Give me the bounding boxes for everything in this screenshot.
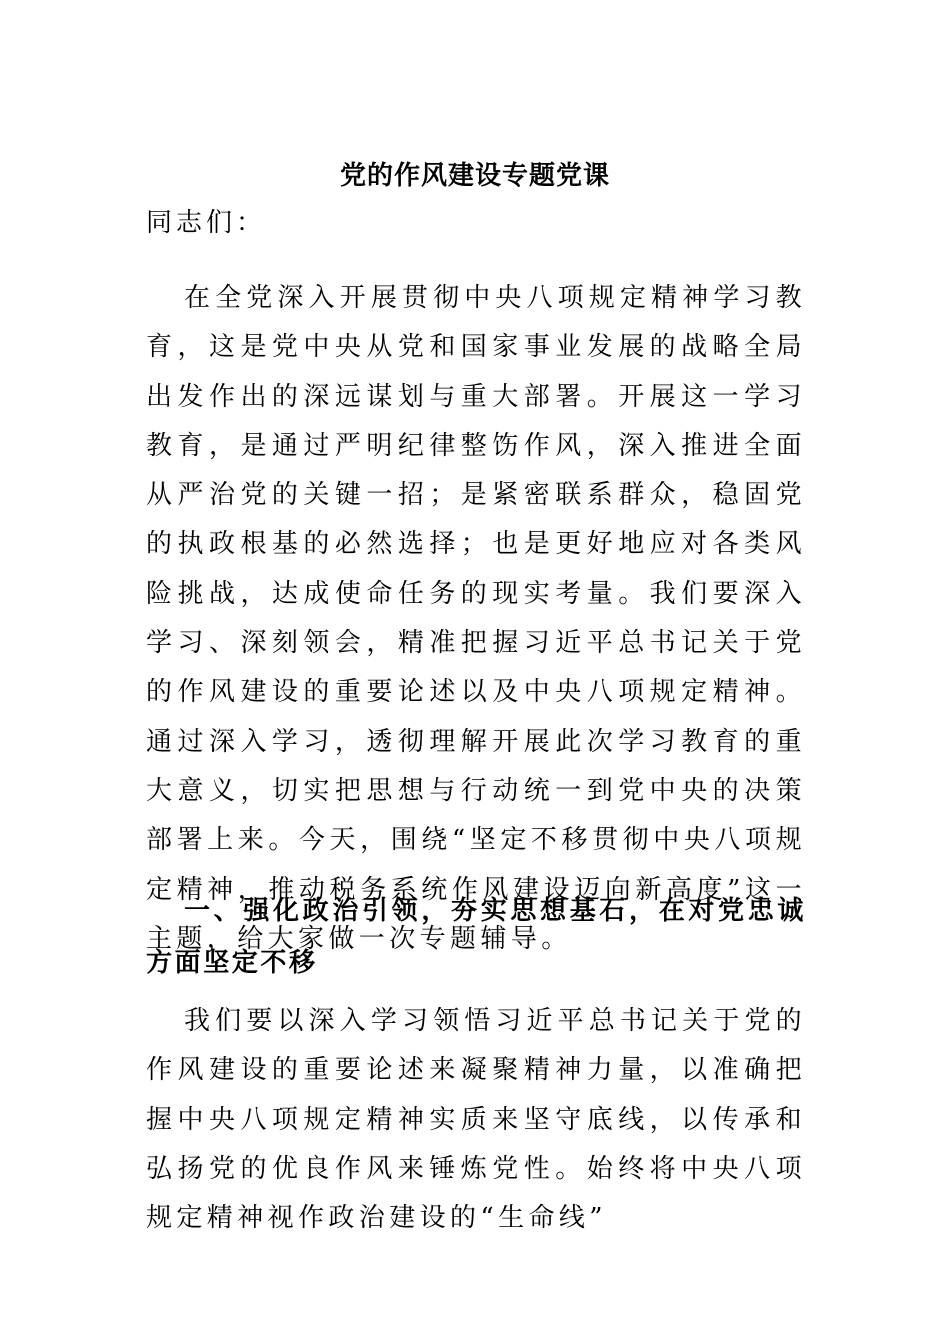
paragraph-intro: 在全党深入开展贯彻中央八项规定精神学习教育，这是党中央从党和国家事业发展的战略全局出发作出的深远谋划与重大部署。开展这一学习教育，是通过严明纪律整饬作风，深入推进全面从严治党的关键一招；是紧密联系群众，稳固党的执政根基的必然选择；也是更好地应对各类风险挑战，达成使命任务的现实考量。我们要深入学习、深刻领会，精准把握习近平总书记关于党的作风建设的重要论述以及中央八项规定精神。通过深入学习，透彻理解开展此次学习教育的重大意义，切实把思想与行动统一到党中央的决策部署上来。今天，围绕“坚定不移贯彻中央八项规定精神，推动税务系统作风建设迈向新高度”这一主题，给大家做一次专题辅导。: [146, 283, 806, 954]
section-heading-1: 一、强化政治引领，夯实思想基石，在对党忠诚方面坚定不移: [146, 896, 806, 978]
greeting: 同志们：: [146, 208, 267, 238]
paragraph-section-1: 我们要以深入学习领悟习近平总书记关于党的作风建设的重要论述来凝聚精神力量，以准确把握中央八项规定精神实质来坚守底线，以传承和弘扬党的优良作风来锤炼党性。始终将中央八项规定精神视作政治建设的“生命线”: [146, 1006, 806, 1234]
document-title: 党的作风建设专题党课: [339, 161, 610, 191]
